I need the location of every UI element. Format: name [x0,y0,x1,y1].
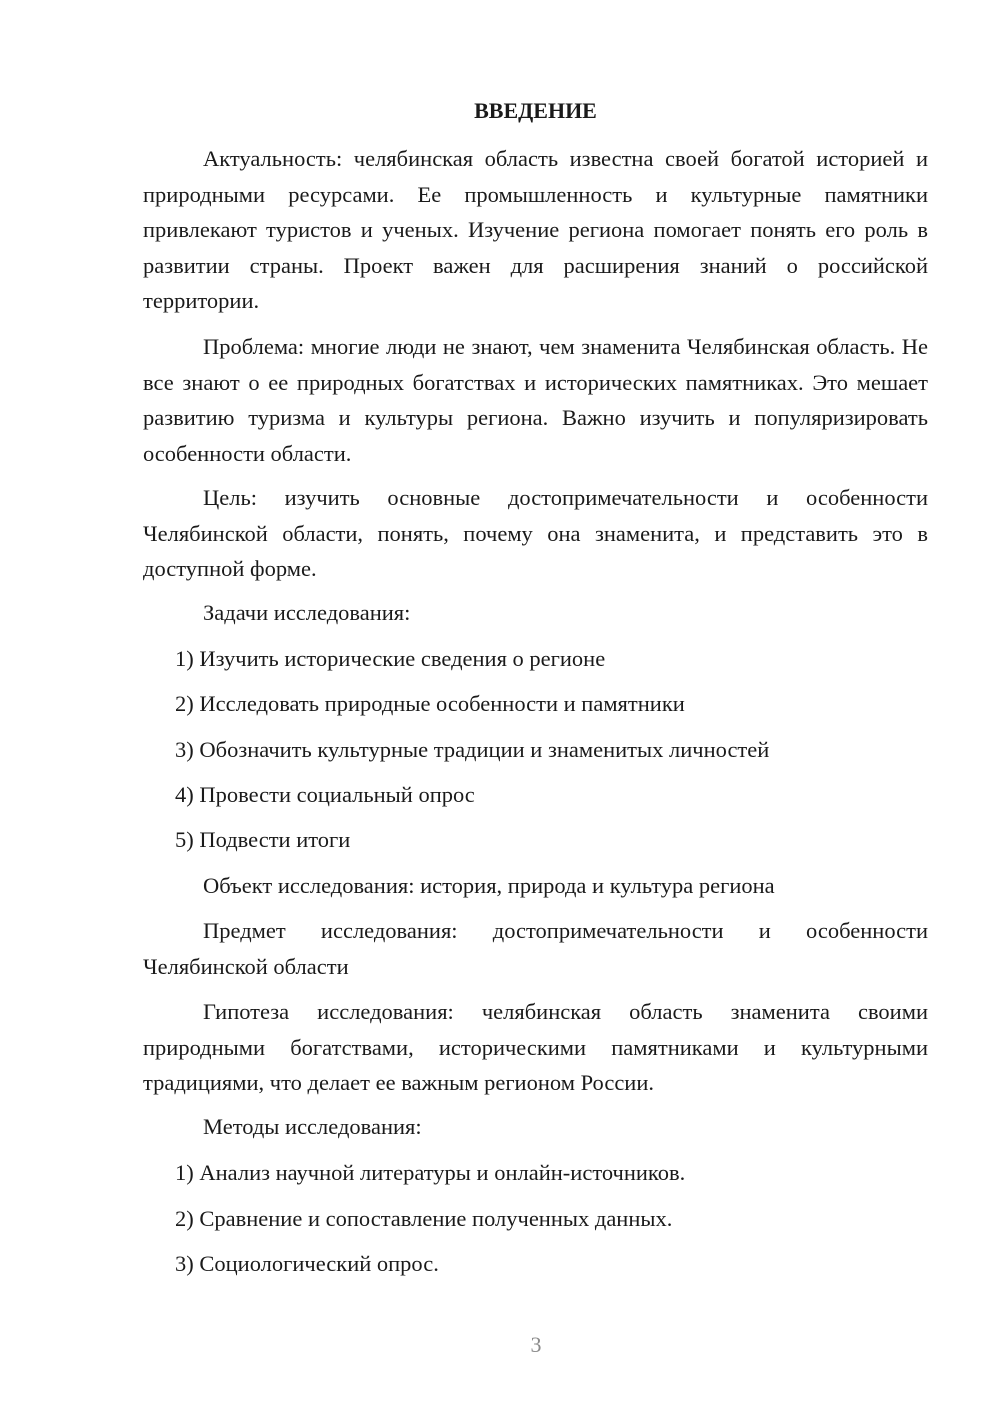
method-item-2: 2) Сравнение и сопоставление полученных данных. [175,1206,673,1231]
goal-paragraph: Цель: изучить основные достопримечательности и особенности Челябинской области, понять, почему она знаменита, и представить это в доступной форме. [143,485,928,581]
task-item-5: 5) Подвести итоги [175,827,351,852]
relevance-paragraph: Актуальность: челябинская область известна своей богатой историей и природными ресурсами. Ее промышленность и культурные памятники привлекают туристов и ученых. Изучение региона помогает понять его роль в развитии страны. Проект важен для расширения знаний о российской территории. [143,146,928,313]
page-title: ВВЕДЕНИЕ [474,98,597,123]
methods-heading: Методы исследования: [203,1114,422,1139]
hypothesis-paragraph: Гипотеза исследования: челябинская область знаменита своими природными богатствами, историческими памятниками и культурными традициями, что делает ее важным регионом России. [143,999,928,1095]
problem-paragraph: Проблема: многие люди не знают, чем знаменита Челябинская область. Не все знают о ее природных богатствах и исторических памятниках. Это мешает развитию туризма и культуры региона. Важно изучить и популяризировать особенности области. [143,334,928,466]
tasks-heading: Задачи исследования: [203,600,411,625]
method-item-3: 3) Социологический опрос. [175,1251,439,1276]
task-item-4: 4) Провести социальный опрос [175,782,475,807]
task-item-1: 1) Изучить исторические сведения о регионе [175,646,606,671]
object-paragraph: Объект исследования: история, природа и культура региона [203,873,775,898]
page-number: 3 [530,1332,542,1357]
task-item-3: 3) Обозначить культурные традиции и знаменитых личностей [175,737,770,762]
subject-paragraph: Предмет исследования: достопримечательности и особенности Челябинской области [143,918,928,979]
method-item-1: 1) Анализ научной литературы и онлайн-источников. [175,1160,686,1185]
task-item-2: 2) Исследовать природные особенности и памятники [175,691,685,716]
